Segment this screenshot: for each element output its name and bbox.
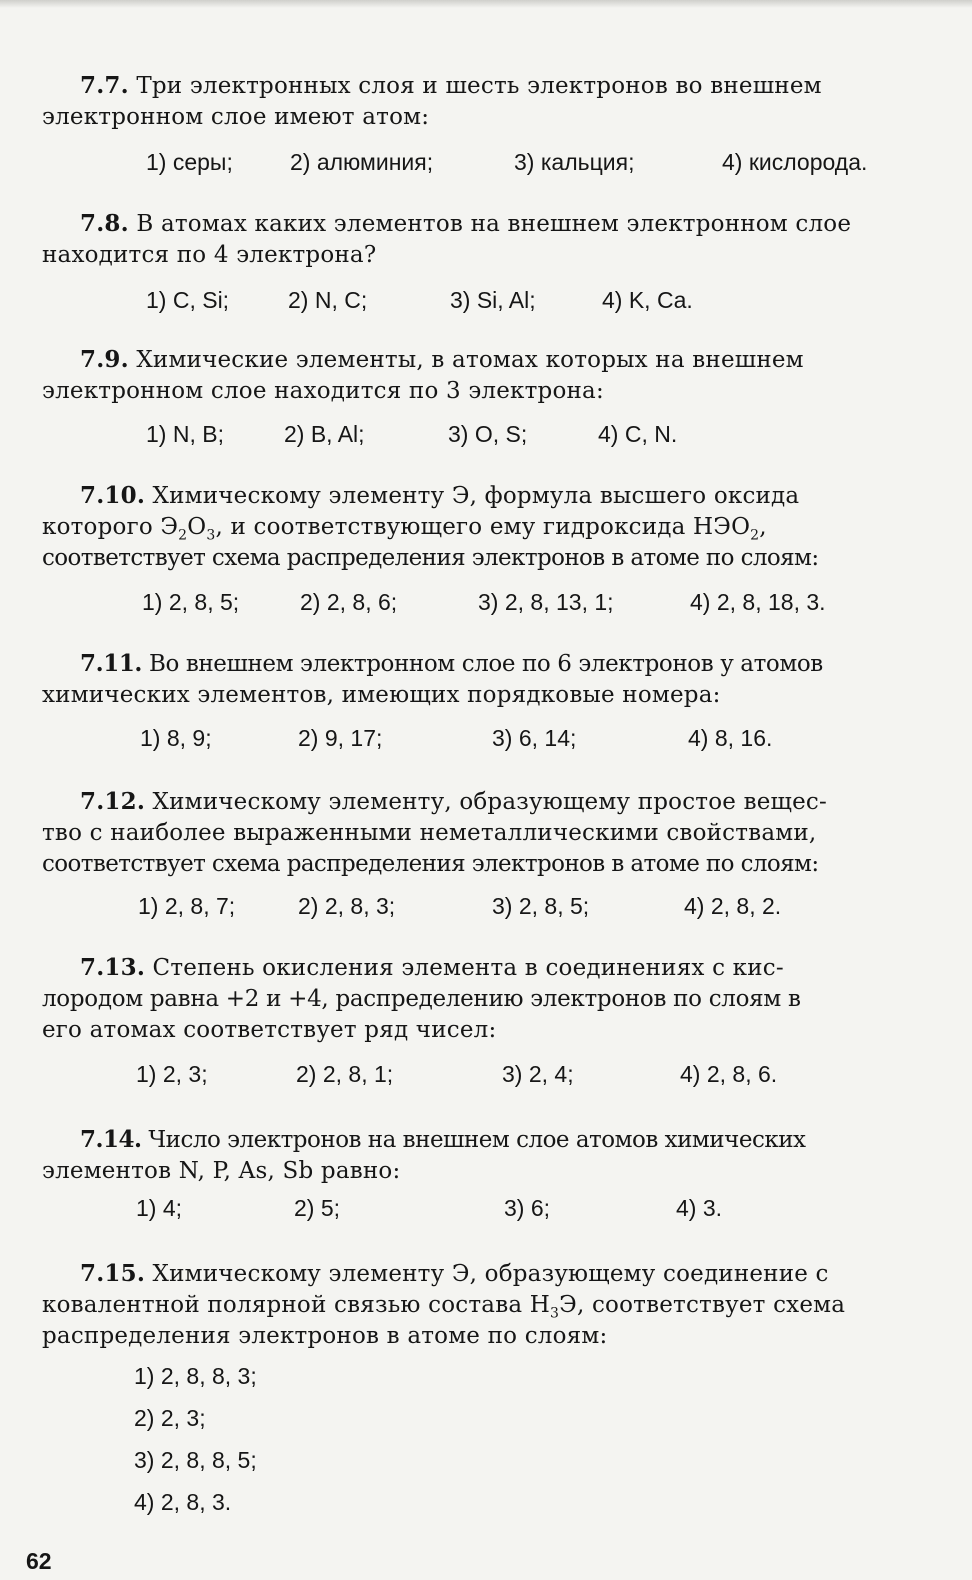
option-3[interactable]: 3) 6; (504, 1195, 551, 1221)
question-line (42, 480, 947, 512)
text-fragment: ковалентной полярной связью состава Н (42, 1292, 551, 1318)
question-7-10 (42, 480, 947, 574)
option-4[interactable]: 4) C, N. (598, 421, 678, 447)
option-2[interactable]: 2) 2, 8, 3; (298, 893, 396, 919)
text-fragment: , и соответствующего ему гидроксида НЭО (215, 514, 751, 540)
option-4[interactable]: 4) 3. (676, 1195, 723, 1221)
question-line (42, 70, 947, 102)
option-3[interactable]: 3) O, S; (448, 421, 528, 447)
option-4[interactable]: 4) 2, 8, 6. (680, 1061, 778, 1087)
option-4[interactable]: 4) K, Ca. (602, 287, 693, 313)
question-line (42, 648, 947, 680)
option-1[interactable]: 1) N, B; (146, 421, 224, 447)
question-number: 7.8. (80, 210, 129, 237)
question-line: химических элементов, имеющих порядковые номера: (42, 682, 721, 708)
question-number: 7.13. (80, 954, 146, 981)
option-3[interactable]: 3) кальция; (514, 149, 635, 175)
text-fragment: Э, соответствует схема (559, 1292, 846, 1318)
question-7-7 (42, 70, 947, 133)
question-text: Химические элементы, в атомах которых на внешнем (136, 347, 804, 373)
option-1[interactable]: 1) 2, 8, 8, 3; (134, 1363, 257, 1389)
text-fragment: , (759, 514, 767, 540)
option-3[interactable]: 3) 2, 8, 8, 5; (134, 1447, 257, 1473)
question-line: находится по 4 электрона? (42, 242, 377, 268)
question-number: 7.7. (80, 72, 129, 99)
option-3[interactable]: 3) 2, 4; (502, 1061, 574, 1087)
option-1[interactable]: 1) 2, 8, 7; (138, 893, 236, 919)
question-line (42, 208, 947, 240)
question-text: Три электронных слоя и шесть электронов во внешнем (136, 73, 822, 99)
question-text: Число электронов на внешнем слое атомов химических (148, 1127, 806, 1153)
option-1[interactable]: 1) серы; (146, 149, 233, 175)
option-1[interactable]: 1) 8, 9; (140, 725, 212, 751)
text-fragment: O (187, 514, 207, 540)
option-3[interactable]: 3) Si, Al; (450, 287, 536, 313)
option-1[interactable]: 1) 2, 8, 5; (142, 589, 240, 615)
question-7-8 (42, 208, 947, 271)
question-7-14 (42, 1124, 947, 1187)
question-line: элементов N, P, As, Sb равно: (42, 1158, 401, 1184)
question-number: 7.10. (80, 482, 146, 509)
option-4[interactable]: 4) 2, 8, 3. (134, 1489, 232, 1515)
option-1[interactable]: 1) C, Si; (146, 287, 230, 313)
option-2[interactable]: 2) 2, 8, 1; (296, 1061, 394, 1087)
question-7-13 (42, 952, 947, 1046)
option-1[interactable]: 1) 4; (136, 1195, 183, 1221)
question-text: Химическому элементу Э, формула высшего оксида (152, 483, 800, 509)
question-line: его атомах соответствует ряд чисел: (42, 1017, 497, 1043)
question-line: тво с наиболее выраженными неметаллическими свойствами, (42, 820, 817, 846)
question-7-11 (42, 648, 947, 711)
question-line: лородом равна +2 и +4, распределению электронов по слоям в (42, 986, 801, 1012)
question-text: Химическому элементу Э, образующему соединение с (152, 1261, 829, 1287)
subscript: 2 (750, 527, 760, 544)
option-3[interactable]: 3) 2, 8, 13, 1; (478, 589, 614, 615)
option-4[interactable]: 4) 8, 16. (688, 725, 773, 751)
option-2[interactable]: 2) B, Al; (284, 421, 365, 447)
option-3[interactable]: 3) 6, 14; (492, 725, 577, 751)
question-number: 7.15. (80, 1260, 146, 1287)
question-number: 7.12. (80, 788, 146, 815)
question-line: соответствует схема распределения электронов в атоме по слоям: (42, 851, 819, 877)
subscript: 3 (206, 527, 216, 544)
page-number: 62 (26, 1548, 52, 1574)
question-7-15 (42, 1258, 947, 1352)
option-2[interactable]: 2) 2, 8, 6; (300, 589, 398, 615)
option-2[interactable]: 2) N, C; (288, 287, 368, 313)
option-4[interactable]: 4) 2, 8, 18, 3. (690, 589, 826, 615)
question-line: соответствует схема распределения электронов в атоме по слоям: (42, 545, 819, 571)
question-line (42, 952, 947, 984)
option-3[interactable]: 3) 2, 8, 5; (492, 893, 590, 919)
question-line: электронном слое находится по 3 электрона: (42, 378, 604, 404)
subscript: 2 (178, 527, 188, 544)
question-line (42, 786, 947, 818)
option-4[interactable]: 4) 2, 8, 2. (684, 893, 782, 919)
question-line: электронном слое имеют атом: (42, 104, 430, 130)
question-line (42, 1258, 947, 1290)
question-line (42, 512, 947, 543)
option-2[interactable]: 2) алюминия; (290, 149, 434, 175)
question-number: 7.11. (80, 650, 143, 677)
question-line (42, 1290, 947, 1321)
scan-edge-shadow (0, 0, 972, 8)
question-line (42, 1124, 947, 1156)
question-number: 7.14. (80, 1126, 142, 1153)
option-2[interactable]: 2) 9, 17; (298, 725, 383, 751)
question-text: Во внешнем электронном слое по 6 электронов у атомов (148, 651, 823, 677)
question-7-9 (42, 344, 947, 407)
option-1[interactable]: 1) 2, 3; (136, 1061, 208, 1087)
option-4[interactable]: 4) кислорода. (722, 149, 868, 175)
question-line: распределения электронов в атоме по слоям: (42, 1323, 608, 1349)
question-text: В атомах каких элементов на внешнем электронном слое (136, 211, 852, 237)
question-text: Степень окисления элемента в соединениях с кис- (152, 955, 784, 981)
question-7-12 (42, 786, 947, 880)
subscript: 3 (550, 1305, 560, 1322)
text-fragment: которого Э (42, 514, 179, 540)
question-line (42, 344, 947, 376)
question-text: Химическому элементу, образующему простое вещес- (152, 789, 827, 815)
option-2[interactable]: 2) 5; (294, 1195, 341, 1221)
question-number: 7.9. (80, 346, 129, 373)
option-2[interactable]: 2) 2, 3; (134, 1405, 206, 1431)
